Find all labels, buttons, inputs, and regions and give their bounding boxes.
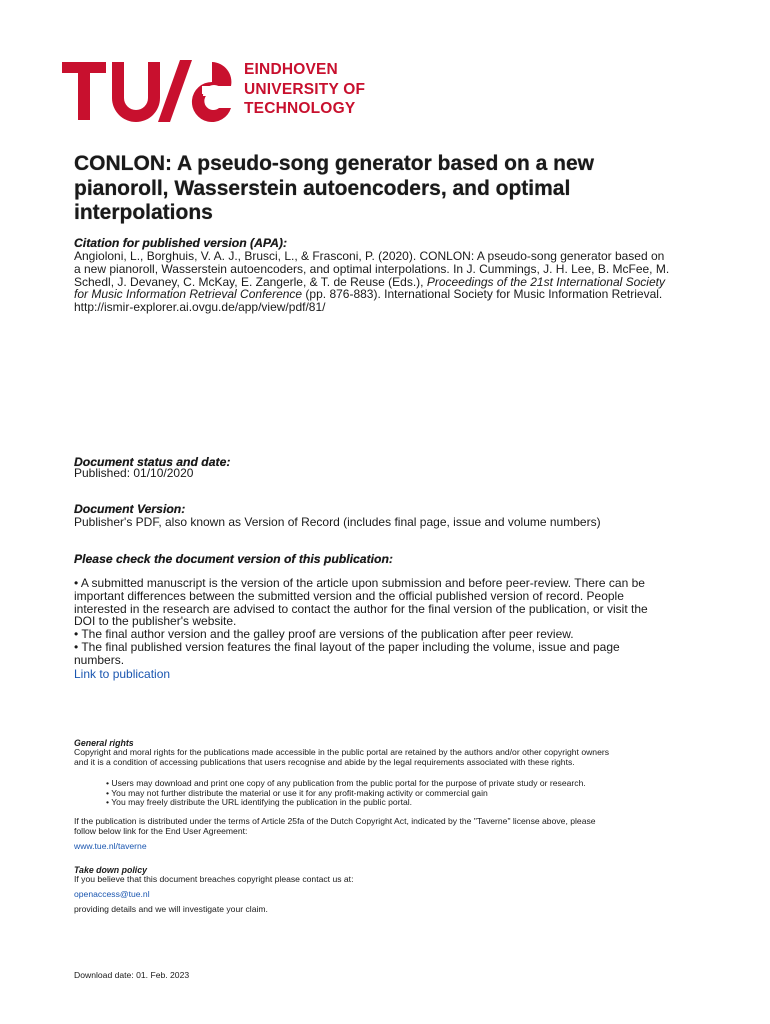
citation-pages: (pp. 876-883). International Society for Music Information Retrieval.: [302, 287, 663, 302]
version-value: Publisher's PDF, also known as Version of Record (includes final page, issue and volume numbers): [74, 515, 601, 529]
check-version-heading: Please check the document version of this publication:: [74, 552, 393, 566]
check-line: important differences between the submitted version and the official published version of record. People: [74, 588, 624, 603]
check-line: DOI to the publisher's website.: [74, 614, 237, 629]
citation-line: a new pianoroll, Wasserstein autoencoders, and optimal interpolations. In J. Cummings, J. H. Lee, B. McFee, M.: [74, 261, 670, 276]
citation-heading: Citation for published version (APA):: [74, 236, 288, 250]
tue-logo: [62, 60, 392, 122]
citation-line: Angioloni, L., Borghuis, V. A. J., Brusci, L., & Frasconi, P. (2020). CONLON: A pseudo-song generator based on: [74, 249, 665, 263]
citation-url: http://ismir-explorer.ai.ovgu.de/app/view/pdf/81/: [74, 300, 326, 315]
citation-editors: Schedl, J. Devaney, C. McKay, E. Zangerle, & T. de Reuse (Eds.),: [74, 274, 427, 289]
university-name-line1: EINDHOVEN: [244, 61, 338, 78]
rights-line: Copyright and moral rights for the publications made accessible in the public portal are retained by the authors and/or other copyright owners: [74, 747, 610, 757]
takedown-after-text: providing details and we will investigate your claim.: [74, 904, 268, 914]
status-heading: Document status and date:: [74, 455, 231, 469]
general-rights-heading: General rights: [74, 738, 134, 748]
university-name-line2: UNIVERSITY OF: [244, 80, 366, 98]
university-name-line3: TECHNOLOGY: [244, 100, 356, 117]
citation-proceedings-cont: for Music Information Retrieval Conference: [74, 287, 303, 302]
rights-item: • You may freely distribute the URL identifying the publication in the public portal.: [106, 797, 413, 808]
takedown-text: If you believe that this document breaches copyright please contact us at:: [74, 874, 354, 884]
version-heading: Document Version:: [74, 502, 186, 516]
openaccess-email-link[interactable]: openaccess@tue.nl: [74, 889, 150, 899]
document-title: [74, 152, 674, 226]
download-date: Download date: 01. Feb. 2023: [74, 970, 190, 980]
rights-line: and it is a condition of accessing publications that users recognise and abide by the legal requirements associated with these rights.: [74, 756, 575, 767]
link-to-publication[interactable]: Link to publication: [74, 667, 171, 681]
check-line: interested in the research are advised to contact the author for the final version of the publication, or visit the: [74, 601, 648, 616]
taverne-link[interactable]: www.tue.nl/taverne: [74, 841, 147, 851]
citation-proceedings: Proceedings of the 21st International Society: [426, 274, 665, 289]
check-line: numbers.: [74, 652, 125, 667]
rights-item: • Users may download and print one copy of any publication from the public portal for the purpose of private study or research.: [106, 778, 586, 788]
taverne-line: If the publication is distributed under the terms of Article 25fa of the Dutch Copyright Act, indicated by the "Taverne" license above, please: [74, 816, 596, 826]
general-rights-text: [74, 748, 724, 767]
tue-logo-mark-icon: [62, 60, 232, 122]
title-line: pianoroll, Wasserstein autoencoders, and optimal: [74, 176, 571, 200]
check-line: • A submitted manuscript is the version of the article upon submission and before peer-review. There can be: [74, 576, 645, 590]
check-line: • The final author version and the galley proof are versions of the publication after peer review.: [74, 627, 574, 642]
check-line: • The final published version features the final layout of the paper including the volume, issue and page: [74, 639, 620, 654]
taverne-text: [74, 817, 724, 836]
title-line: interpolations: [74, 201, 213, 224]
taverne-line: follow below link for the End User Agreement:: [74, 825, 248, 836]
rights-item: • You may not further distribute the material or use it for any profit-making activity or commercial gain: [106, 787, 488, 798]
status-value: Published: 01/10/2020: [74, 466, 194, 480]
title-line: CONLON: A pseudo-song generator based on a new: [74, 152, 594, 175]
rights-list: [106, 779, 726, 808]
check-version-text: [74, 577, 724, 667]
takedown-heading: Take down policy: [74, 865, 147, 875]
citation-text: [74, 250, 724, 314]
university-name: [244, 60, 394, 119]
